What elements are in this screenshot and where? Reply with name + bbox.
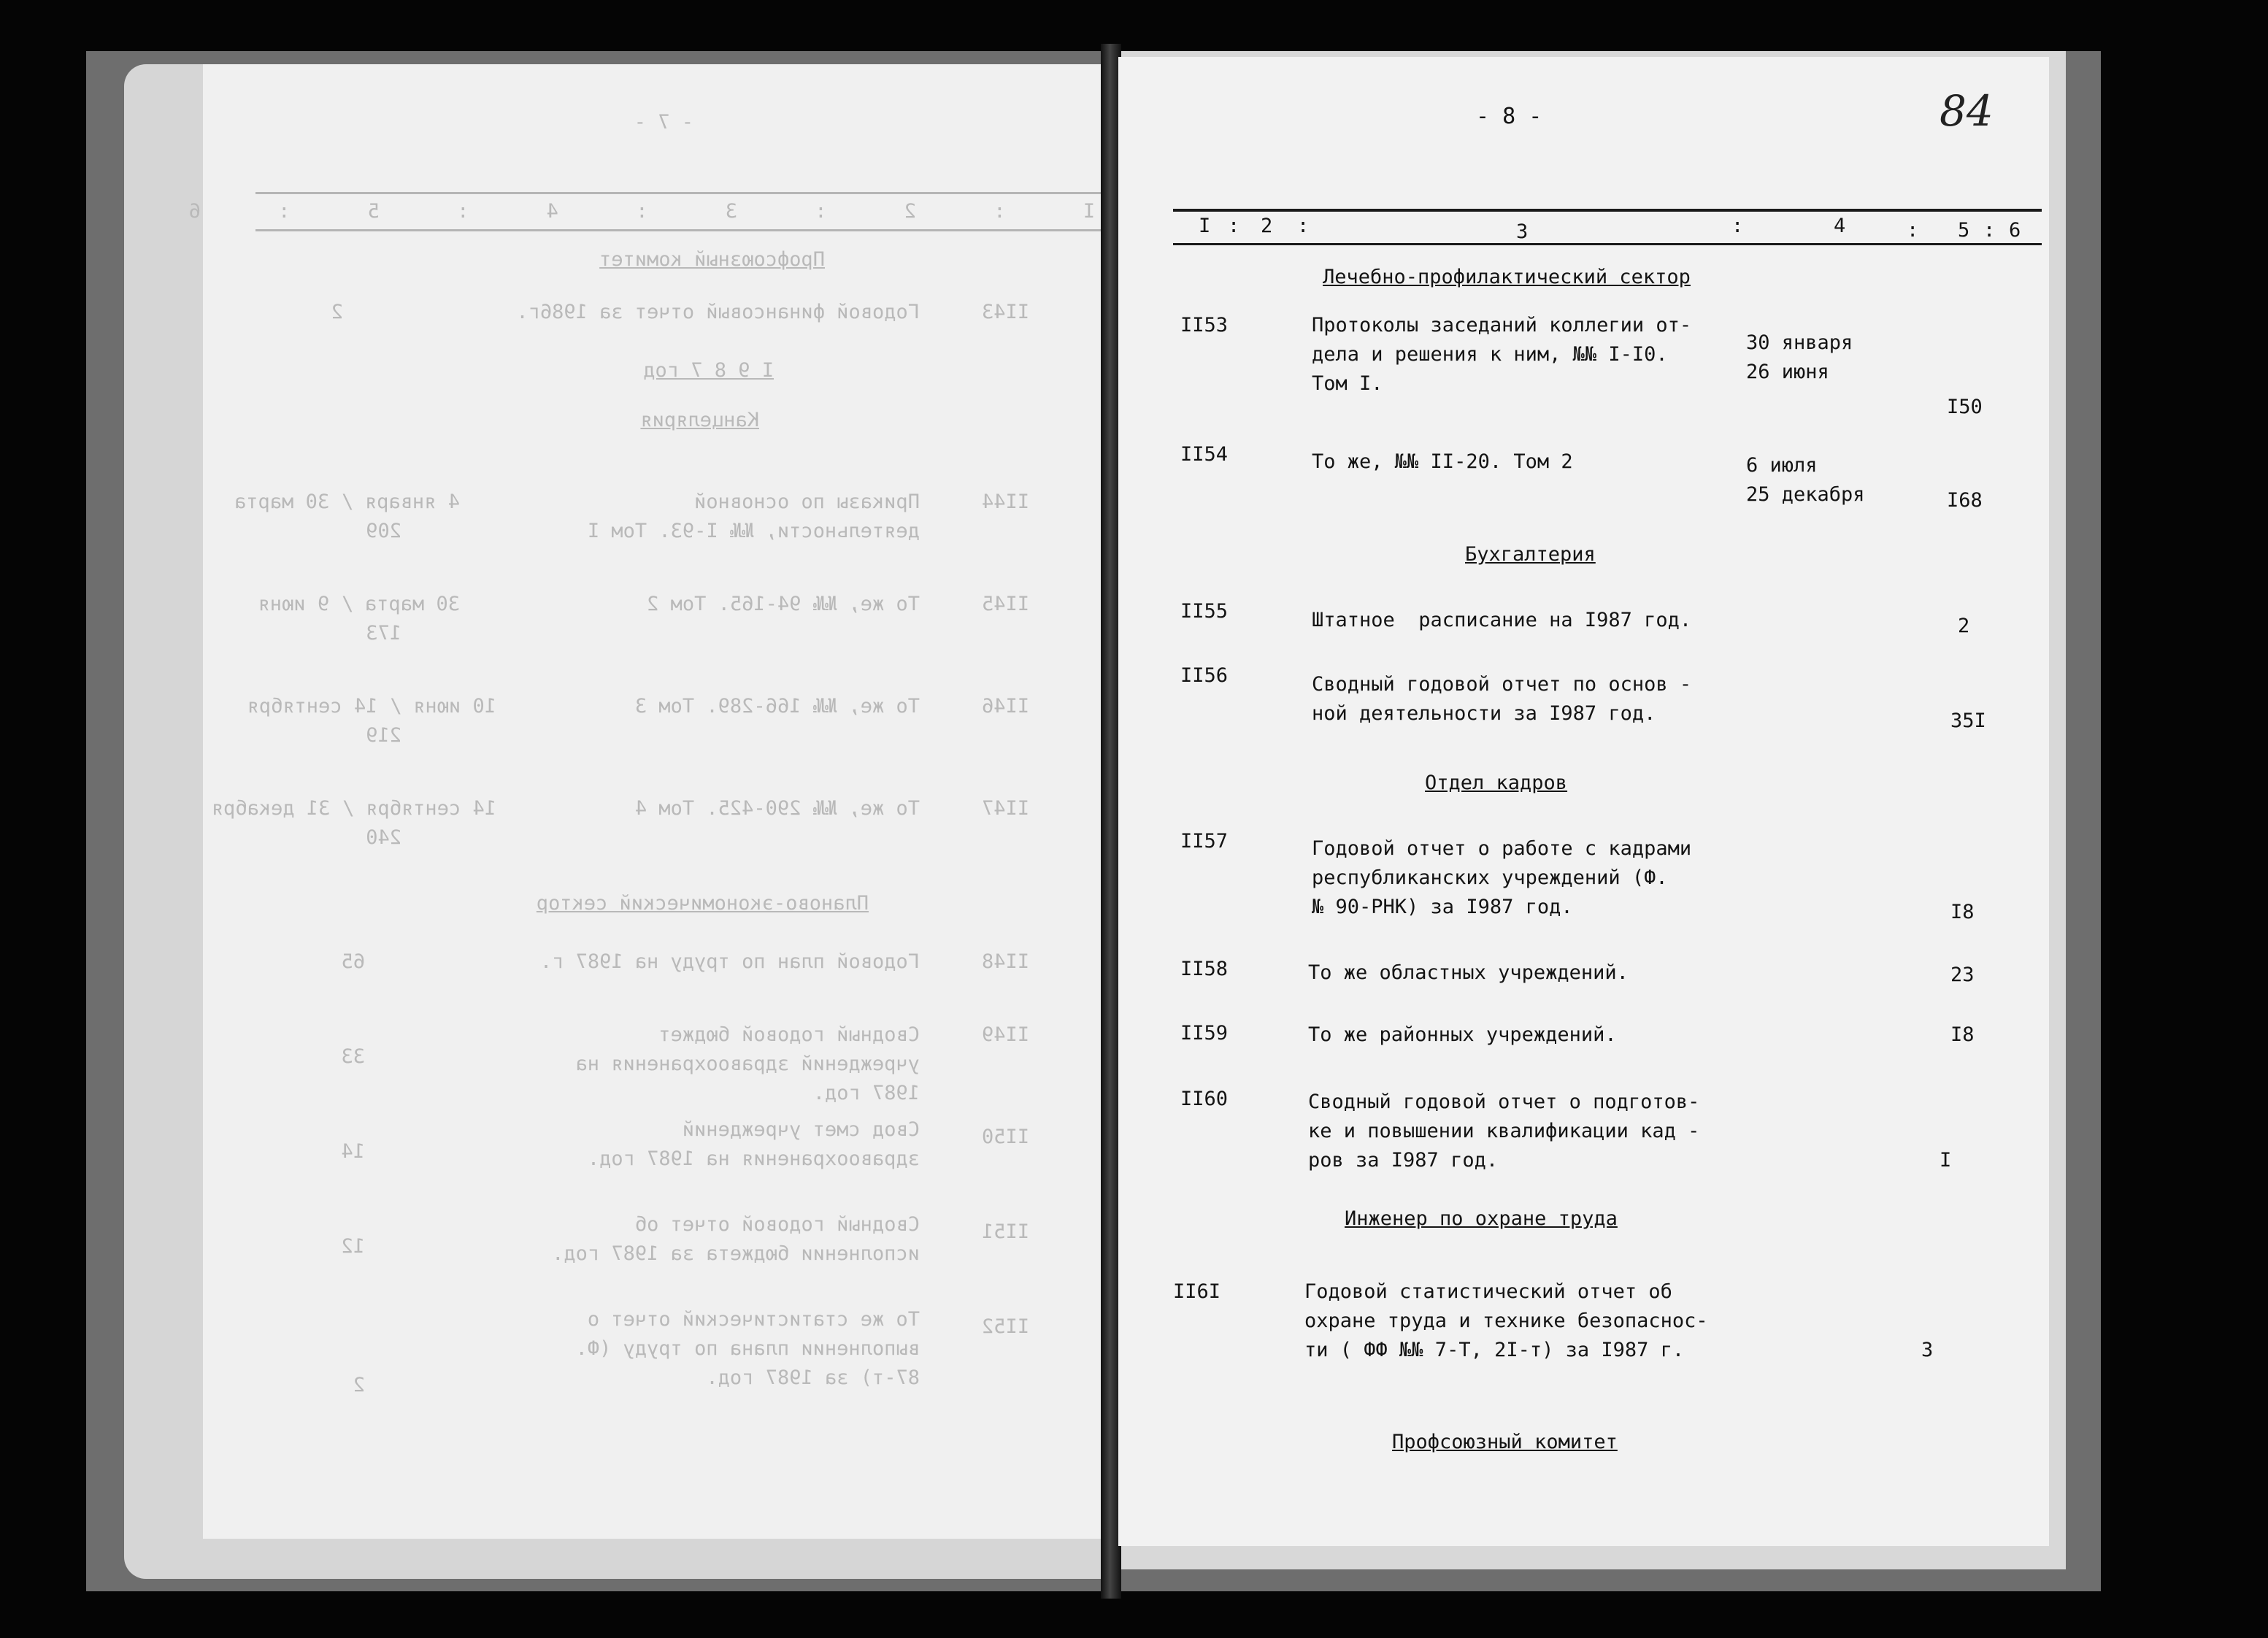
left-plan-num: II52 (981, 1315, 1029, 1338)
left-entry-pages: 173 (366, 622, 401, 645)
left-planning-heading: Планово-экономический сектор (536, 892, 869, 915)
left-plan-text: То же статистический отчет о выполнении плана по труду (Ф. 87-т) за 1987 год. (575, 1308, 920, 1389)
left-entry-pages: 209 (366, 520, 401, 542)
left-entry-num: II44 (981, 491, 1029, 513)
left-plan-text: Свод смет учреждений здравоохранения на 1987 год. (587, 1118, 920, 1170)
entry-text: Годовой отчет о работе с кадрами (1312, 837, 1692, 860)
entry-number: II6I (1173, 1280, 1221, 1303)
entry-pages: 23 (1950, 964, 1975, 986)
left-committee-heading: Профсоюзный комитет (599, 248, 825, 271)
section-heading-union: Профсоюзный комитет (1392, 1431, 1618, 1453)
left-entry-text: То же, №№ 290-425. Том 4 (634, 797, 920, 820)
entry-date: 26 июня (1746, 361, 1829, 383)
entry-number: II60 (1180, 1088, 1229, 1110)
entry-text: охране труда и технике безопаснос- (1304, 1310, 1708, 1332)
section-heading-accounting: Бухгалтерия (1465, 543, 1596, 566)
entry-text: Том I. (1312, 372, 1383, 395)
entry-pages: I (1940, 1149, 1952, 1172)
left-year-heading: I 9 8 7 год (643, 359, 774, 382)
entry-text: ной деятельности за I987 год. (1312, 702, 1656, 725)
entry-text: То же районных учреждений. (1308, 1023, 1617, 1046)
left-entry-dates: 14 сентября / 31 декабря (211, 797, 496, 820)
header-col-4: 4 (1834, 215, 1846, 237)
left-entry-text: То же, №№ 166-289. Том 3 (634, 695, 920, 718)
header-col-6: 6 (2009, 219, 2021, 242)
left-plan-num: II50 (981, 1126, 1029, 1148)
left-entry-dates: 30 марта / 9 июня (258, 593, 460, 615)
left-plan-text: Сводный годовой отчет об исполнении бюджета за 1987 год. (552, 1213, 920, 1265)
left-office-heading: Канцелярия (640, 409, 759, 431)
left-header-rule-bottom (255, 229, 1102, 231)
entry-text: Годовой статистический отчет об (1304, 1280, 1672, 1303)
entry-text: ти ( ФФ №№ 7-Т, 2I-т) за I987 г. (1304, 1339, 1685, 1361)
left-entry-dates: 4 января / 30 марта (234, 491, 460, 513)
left-plan-text: Сводный годовой бюджет учреждений здравоохранения на 1987 год. (575, 1023, 920, 1104)
left-plan-pages: 12 (341, 1235, 365, 1258)
entry-pages: I8 (1950, 1023, 1975, 1046)
header-col-1: I (1199, 215, 1211, 237)
left-item-pages: 2 (331, 301, 343, 323)
left-page (188, 64, 1102, 1539)
entry-number: II57 (1180, 830, 1229, 853)
entry-pages: I8 (1950, 901, 1975, 923)
left-entry-text: Приказы по основной деятельности, №№ I-93. Том I (587, 491, 920, 542)
left-plan-pages: 2 (353, 1374, 365, 1396)
section-heading-safety: Инженер по охране труда (1345, 1207, 1618, 1230)
entry-number: II53 (1180, 314, 1229, 337)
left-plan-pages: 14 (341, 1140, 365, 1163)
section-heading-medical: Лечебно-профилактический сектор (1323, 266, 1691, 288)
left-header-rule (255, 192, 1102, 194)
entry-text: Протоколы заседаний коллегии от- (1312, 314, 1692, 337)
entry-pages: 2 (1958, 615, 1970, 637)
left-plan-num: II48 (981, 950, 1029, 973)
left-entry-text: То же, №№ 94-165. Том 2 (647, 593, 920, 615)
header-sep: : (1297, 215, 1310, 237)
entry-number: II55 (1180, 600, 1229, 623)
header-sep: : (1907, 219, 1919, 242)
entry-text: Сводный годовой отчет по основ - (1312, 673, 1692, 696)
left-page-number: - 7 - (634, 111, 693, 134)
left-page-content (188, 64, 1102, 1539)
header-sep: : (1731, 215, 1744, 237)
entry-text: дела и решения к ним, №№ I-I0. (1312, 343, 1668, 366)
entry-text: Штатное расписание на I987 год. (1312, 609, 1692, 631)
left-header-row: I : 2 : 3 : 4 : 5 : 6 (188, 200, 1095, 223)
entry-pages: 35I (1950, 710, 1986, 732)
folio-number: 84 (1940, 86, 1994, 136)
header-col-5: 5 (1958, 219, 1970, 242)
entry-text: То же областных учреждений. (1308, 961, 1629, 984)
entry-date: 25 декабря (1746, 483, 1865, 506)
left-plan-num: II51 (981, 1220, 1029, 1243)
left-entry-num: II47 (981, 797, 1029, 820)
header-col-3: 3 (1516, 220, 1529, 243)
entry-pages: I68 (1947, 489, 1983, 512)
entry-text: ров за I987 год. (1308, 1149, 1499, 1172)
right-page-number: - 8 - (1476, 104, 1542, 129)
entry-number: II59 (1180, 1022, 1229, 1045)
entry-date: 6 июля (1746, 454, 1818, 477)
left-plan-pages: 65 (341, 950, 365, 973)
left-entry-dates: 10 июня / 14 сентября (247, 695, 496, 718)
entry-text: Сводный годовой отчет о подготов- (1308, 1091, 1700, 1113)
right-page (1118, 57, 2049, 1546)
entry-pages: 3 (1921, 1339, 1934, 1361)
entry-text: № 90-РНК) за I987 год. (1312, 896, 1573, 918)
entry-number: II58 (1180, 958, 1229, 980)
left-item-text: Годовой финансовый отчет за 1986г. (516, 301, 920, 323)
left-entry-pages: 240 (366, 826, 401, 849)
entry-number: II56 (1180, 664, 1229, 687)
left-entry-num: II46 (981, 695, 1029, 718)
left-entry-pages: 219 (366, 724, 401, 747)
left-plan-text: Годовой план по труду на 1987 г. (539, 950, 920, 973)
header-sep: : (1983, 219, 1996, 242)
left-entry-num: II45 (981, 593, 1029, 615)
left-plan-num: II49 (981, 1023, 1029, 1046)
left-item-num: II43 (981, 301, 1029, 323)
entry-date: 30 января (1746, 331, 1853, 354)
entry-number: II54 (1180, 443, 1229, 466)
header-col-2: 2 (1261, 215, 1273, 237)
entry-text: То же, №№ II-20. Том 2 (1312, 450, 1573, 473)
section-heading-personnel: Отдел кадров (1425, 772, 1568, 794)
header-rule-bottom (1173, 243, 2042, 245)
entry-pages: I50 (1947, 396, 1983, 418)
entry-text: ке и повышении квалификации кад - (1308, 1120, 1700, 1142)
header-sep: : (1228, 215, 1240, 237)
left-plan-pages: 33 (341, 1045, 365, 1068)
entry-text: республиканских учреждений (Ф. (1312, 866, 1668, 889)
